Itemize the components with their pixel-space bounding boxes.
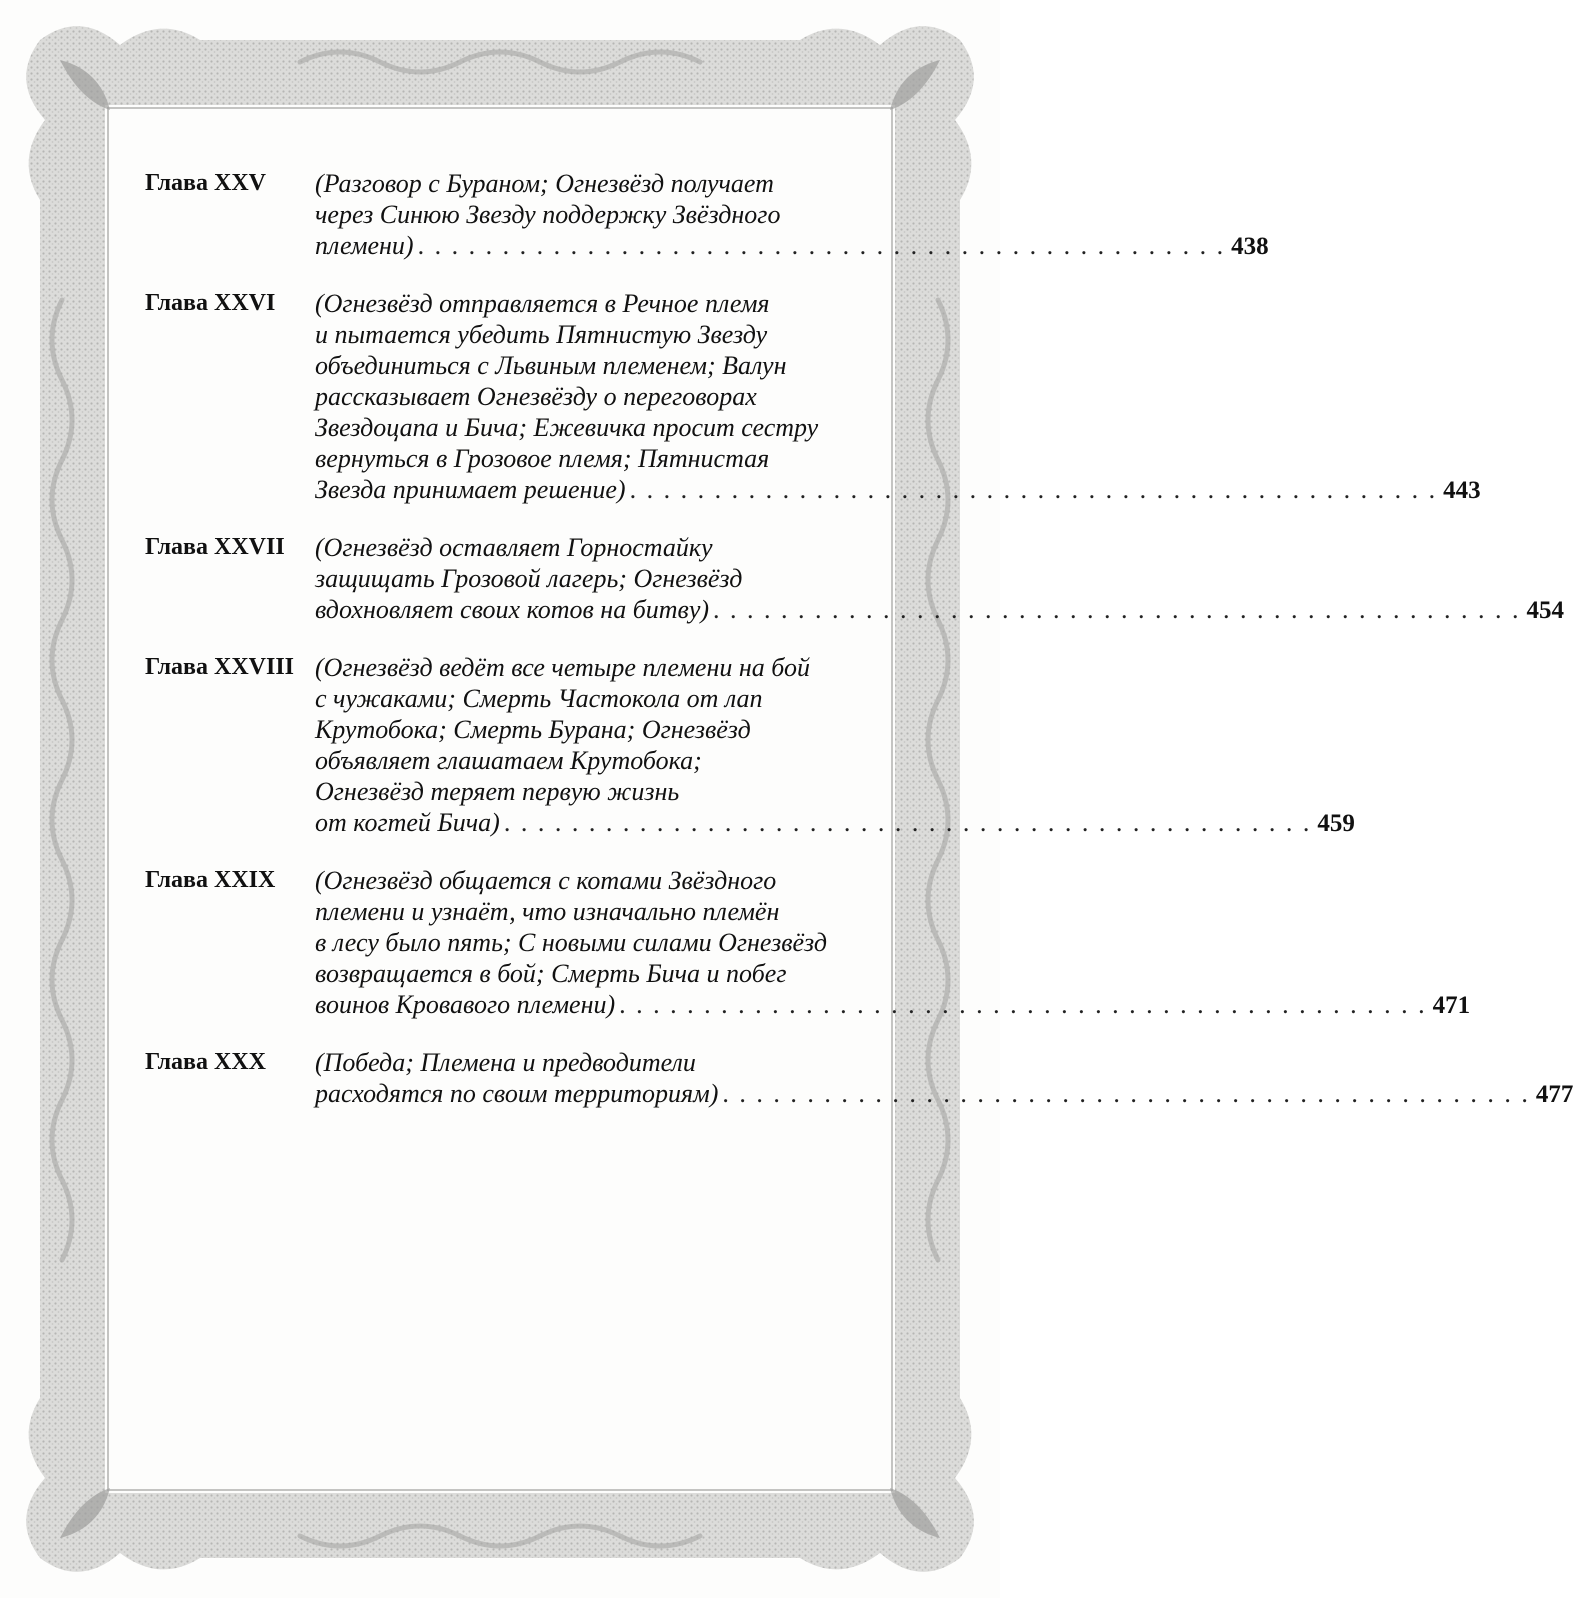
description-line: Огнезвёзд теряет первую жизнь <box>315 777 680 806</box>
chapter-label: Глава XXVIII <box>145 654 295 680</box>
description-line: вернуться в Грозовое племя; Пятнистая <box>315 444 770 473</box>
description-last-line <box>315 1078 1573 1110</box>
description-line: воинов Кровавого племени) <box>315 990 616 1019</box>
description-last-line <box>315 989 1470 1021</box>
dot-leader: . . . . . . . . . . . . . . . . . . . . . . . . . . . . . . . . . . . . . . . . . . . . . . . . <box>629 475 1438 504</box>
description-line: и пытается убедить Пятнистую Звезду <box>315 320 768 349</box>
chapter-description <box>315 652 1355 839</box>
description-line: (Победа; Племена и предводители <box>315 1048 696 1077</box>
description-line: в лесу было пять; С новыми силами Огнезвёзд <box>315 928 828 957</box>
toc-entry-chapter-28 <box>145 652 1355 839</box>
description-last-line <box>315 807 1355 839</box>
chapter-description <box>315 1047 1573 1110</box>
dot-leader: . . . . . . . . . . . . . . . . . . . . . . . . . . . . . . . . . . . . . . . . . . . . . . . . <box>713 595 1521 624</box>
chapter-description <box>315 532 1564 626</box>
description-line: Звездоцапа и Бича; Ежевичка просит сестру <box>315 413 819 442</box>
chapter-label: Глава XXVII <box>145 534 285 560</box>
description-line: защищать Грозовой лагерь; Огнезвёзд <box>315 564 743 593</box>
description-line: (Огнезвёзд отправляется в Речное племя <box>315 289 770 318</box>
chapter-description <box>315 865 1470 1021</box>
page-number: 454 <box>1526 597 1565 624</box>
description-line: от когтей Бича) <box>315 808 500 837</box>
page-number: 443 <box>1443 477 1481 504</box>
description-line: Крутобока; Смерть Бурана; Огнезвёзд <box>315 715 751 744</box>
chapter-label: Глава XXIX <box>145 867 276 893</box>
description-last-line <box>315 474 1481 506</box>
description-line: племени) <box>315 231 414 260</box>
page-number: 477 <box>1535 1081 1573 1108</box>
description-line: (Огнезвёзд оставляет Горностайку <box>315 533 713 562</box>
chapter-label: Глава XXV <box>145 170 266 196</box>
dot-leader: . . . . . . . . . . . . . . . . . . . . . . . . . . . . . . . . . . . . . . . . . . . . . . . . <box>722 1079 1530 1108</box>
chapter-description <box>315 288 1481 506</box>
toc-entry-chapter-30 <box>145 1047 1573 1110</box>
description-line: вдохновляет своих котов на битву) <box>315 595 710 624</box>
dot-leader: . . . . . . . . . . . . . . . . . . . . . . . . . . . . . . . . . . . . . . . . . . . . . . . . <box>619 990 1427 1019</box>
toc-entry-chapter-25 <box>145 168 1269 262</box>
description-line: через Синюю Звезду поддержку Звёздного <box>315 200 781 229</box>
description-line: племени и узнаёт, что изначально племён <box>315 897 780 926</box>
dot-leader: . . . . . . . . . . . . . . . . . . . . . . . . . . . . . . . . . . . . . . . . . . . . . . . . <box>417 231 1226 260</box>
page-number: 471 <box>1432 992 1471 1019</box>
table-of-contents <box>145 168 1573 1136</box>
toc-entry-chapter-29 <box>145 865 1471 1021</box>
toc-entry-chapter-26 <box>145 288 1481 506</box>
description-line: Звезда принимает решение) <box>315 475 626 504</box>
description-last-line <box>315 594 1564 626</box>
description-line: с чужаками; Смерть Частокола от лап <box>315 684 763 713</box>
description-line: (Разговор с Бураном; Огнезвёзд получает <box>315 169 774 198</box>
description-line: объявляет глашатаем Крутобока; <box>315 746 702 775</box>
chapter-label: Глава XXVI <box>145 290 276 316</box>
page-number: 459 <box>1317 810 1355 837</box>
description-line: объединиться с Львиным племенем; Валун <box>315 351 787 380</box>
chapter-label: Глава XXX <box>145 1049 266 1075</box>
chapter-description <box>315 168 1269 262</box>
toc-entry-chapter-27 <box>145 532 1565 626</box>
description-line: возвращается в бой; Смерть Бича и побег <box>315 959 787 988</box>
description-line: (Огнезвёзд ведёт все четыре племени на бой <box>315 653 810 682</box>
description-line: расходятся по своим территориям) <box>315 1079 719 1108</box>
dot-leader: . . . . . . . . . . . . . . . . . . . . . . . . . . . . . . . . . . . . . . . . . . . . . . . . <box>503 808 1312 837</box>
description-line: (Огнезвёзд общается с котами Звёздного <box>315 866 777 895</box>
page-number: 438 <box>1231 233 1269 260</box>
description-last-line <box>315 230 1269 262</box>
description-line: рассказывает Огнезвёзду о переговорах <box>315 382 757 411</box>
